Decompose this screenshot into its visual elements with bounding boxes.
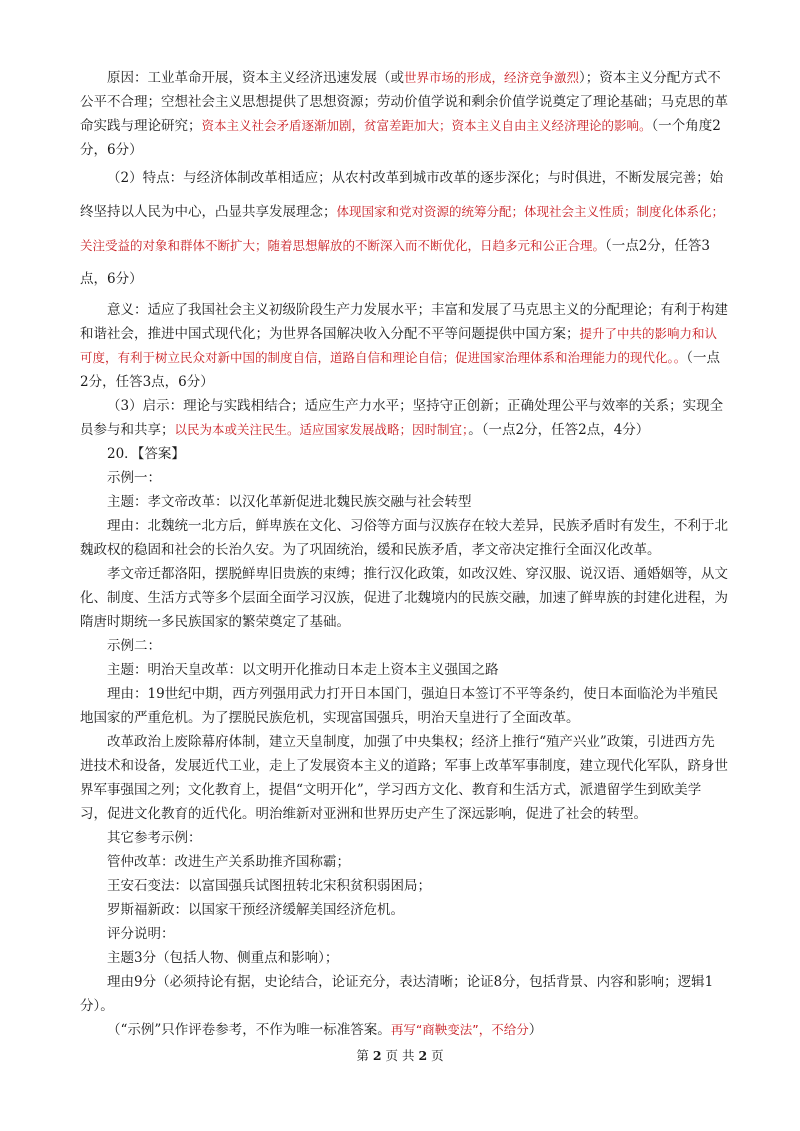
other-example-item: 罗斯福新政：以国家干预经济缓解美国经济危机。 xyxy=(107,902,404,918)
example-two-label: 示例二： xyxy=(107,638,161,654)
example-one-reason: 理由：北魏统一北方后，鲜卑族在文化、习俗等方面与汉族存在较大差异，民族矛盾时有发生，不利于北魏政权的稳固和社会的长治久安。为了巩固统治，缓和民族矛盾，孝文帝决定推行全面汉化改革。 xyxy=(80,518,728,558)
text-run: （“示例”只作评卷参考，不作为唯一标准答案。 xyxy=(107,1022,391,1038)
example-two-body: 改革政治上废除幕府体制，建立天皇制度，加强了中央集权；经济上推行“殖产兴业”政策，引进西方先进技术和设备，发展近代工业，走上了发展资本主义的道路；军事上改革军事制度，建立现代化军队，跻身世界军事强国之列；文化教育上，提倡“文明开化”，学习西方文化、教育和生活方式，派遣留学生到欧美学习，促进文化教育的近代化。明治维新对亚洲和世界历史产生了深远影响，促进了社会的转型。 xyxy=(80,734,728,822)
red-text-run: 以民为本或关注民生。适应国家发展战略；因时制宜； xyxy=(174,422,469,437)
answer-content xyxy=(80,66,728,1042)
footer-text: 页 xyxy=(431,1048,444,1063)
example-one-body: 孝文帝迁都洛阳，摆脱鲜卑旧贵族的束缚；推行汉化政策，如改汉姓、穿汉服、说汉语、通婚姻等，从文化、制度、生活方式等多个层面全面学习汉族，促进了北魏境内的民族交融，加速了鲜卑族的封建化进程，为隋唐时期统一多民族国家的繁荣奠定了基础。 xyxy=(80,566,728,630)
other-examples-label: 其它参考示例： xyxy=(107,830,202,846)
text-run: ） xyxy=(528,1022,543,1038)
example-two-reason: 理由：19世纪中期，西方列强用武力打开日本国门，强迫日本签订不平等条约，使日本面临沦为半殖民地国家的严重危机。为了摆脱民族危机，实现富国强兵，明治天皇进行了全面改革。 xyxy=(80,686,719,726)
red-text-run: 资本主义社会矛盾逐渐加剧，贫富差距加大；资本主义自由主义经济理论的影响。 xyxy=(201,118,652,133)
text-run: 意义：适应了我国社会主义初级阶段生产力发展水平；丰富和发展了马克思主义的分配理论；有利于构建和谐社会，推进中国式现代化；为世界各国解决收入分配不平等问题提供中国方案； xyxy=(80,302,728,342)
other-example-item: 管仲改革：改进生产关系助推齐国称霸； xyxy=(107,854,350,870)
other-example-item: 王安石变法：以富国强兵试图扭转北宋积贫积弱困局； xyxy=(107,878,431,894)
q20-heading: 20．【答案】 xyxy=(107,446,185,462)
current-page-number: 2 xyxy=(372,1048,382,1063)
scoring-reason: 理由9分（必须持论有据，史论结合，论证充分，表达清晰；论证8分，包括背景、内容和影响；逻辑1分）。 xyxy=(80,974,714,1014)
scoring-note xyxy=(80,1018,728,1042)
q19-significance-paragraph xyxy=(80,298,728,394)
text-run: ）；资本主义分配方式不公平不合理；空想社会主义思想提供了思想资源；劳动价值学说和剩余价值学说奠定了理论基础；马克思的革命实践与理论研究； xyxy=(80,70,728,134)
text-run: （3）启示：理论与实践相结合；适应生产力水平；坚持守正创新；正确处理公平与效率的关系；实现全员参与和共享； xyxy=(80,398,724,438)
page-footer xyxy=(0,1046,800,1064)
example-two-theme: 主题：明治天皇改革：以文明开化推动日本走上资本主义强国之路 xyxy=(107,662,499,678)
red-text-run: 世界市场的形成，经济竞争激烈 xyxy=(404,70,580,85)
text-run: （一点2分，任答3点，6分） xyxy=(80,350,721,390)
red-text-run: 体现国家和党对资源的统筹分配；体现社会主义性质；制度化体系化；关注受益的对象和群体不断扩大；随着思想解放的不断深入而不断优化，日趋多元和公正合理。 xyxy=(80,204,725,253)
text-run: （一点2分，任答3点，6分） xyxy=(80,238,710,287)
scoring-theme: 主题3分（包括人物、侧重点和影响）； xyxy=(107,950,339,966)
text-run: （一个角度2分，6分） xyxy=(80,118,721,158)
q19-inspiration-paragraph xyxy=(80,394,728,442)
example-one-theme: 主题：孝文帝改革：以汉化革新促进北魏民族交融与社会转型 xyxy=(107,494,472,510)
scoring-label: 评分说明： xyxy=(107,926,175,942)
red-text-run: 提升了中共的影响力和认可度，有利于树立民众对新中国的制度自信，道路自信和理论自信；促进国家治理体系和治理能力的现代化。。 xyxy=(80,326,718,365)
text-run: 。（一点2分，任答2点，4分） xyxy=(468,422,650,438)
example-one-label: 示例一： xyxy=(107,470,161,486)
footer-text: 页 共 xyxy=(385,1048,415,1063)
total-page-number: 2 xyxy=(418,1048,428,1063)
text-run: 原因：工业革命开展，资本主义经济迅速发展（或 xyxy=(107,70,404,86)
red-text-run: 再写“商鞅变法”，不给分 xyxy=(390,1022,529,1037)
q19-features-paragraph xyxy=(80,162,728,296)
footer-text: 第 xyxy=(356,1048,369,1063)
text-run: （2）特点：与经济体制改革相适应；从农村改革到城市改革的逐步深化；与时俱进，不断发展完善；始终坚持以人民为中心，凸显共享发展理念； xyxy=(80,170,724,220)
q19-reason-paragraph xyxy=(80,66,728,162)
